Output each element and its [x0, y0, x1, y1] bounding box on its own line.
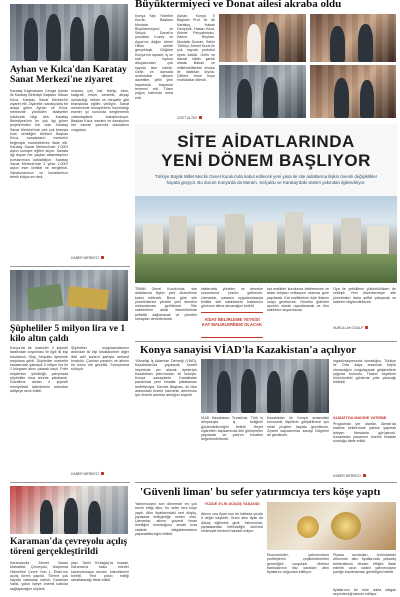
kaz-article-col-1: Yükselişi İş Adamları Derneği (VİAD), Kazakistan'da yapılacak ticaret heyetinde yer alacak üyeleriyle Kazakistan yatırımcıları ile buluştu. Konya sanayisinin Kazakistan pazarında yeni fırsatlar yakalaması hedefleniyor. Dernek Başkanı, iki ülke arasındaki ticaret hacminin artırılması için önemli adımlar atıldığını söyledi. — [135, 359, 197, 398]
kaz-subhead: ALMATI'DA MAKİNE YATIRIMI — [333, 416, 387, 420]
credit-ayhan: HABER MERKEZİ — [71, 256, 104, 260]
credit-wedding: İZZET ALTAY — [177, 116, 202, 120]
aidat-article-col-1: TBMM Genel Kurulu'nda, site aidatlarına ilişkin yeni düzenleme kabul edilecek. Buna göre site yönetimlerine yönelik yeni denetim mekanizması getirilecek. Site sakinlerinin aidat ödemelerinde şeffaflık sağlanacak ve yönetim hesapları denetlenecek. — [135, 287, 197, 322]
photo-wedding-guests-3 — [310, 65, 396, 118]
photo-ring-road-opening — [10, 486, 128, 534]
divider-bottom-right — [135, 482, 397, 483]
kaz-article-col-3: Kazakistan ile Konya arasındaki ekonomik ilişkilerin geliştirilmesi için ortak projeler hayata geçirilecek. Ziyaret kapsamında sanayi bölgeleri de gezilecek. — [267, 416, 329, 438]
divider-bottom-left — [10, 482, 130, 483]
article-theft-body-1: Konya'da bir marketin 4 şüpheli tarafından soyulması ile ilgili iki kişi tutuklandı. Olay, Selçuklu ilçesinde meydana geldi. Şüpheliler marketin kasasından yaklaşık 5 milyon lira ile 1 kilogram altını çalarak kaçtı. Polis ekiplerinin yürüttüğü çalışmada şüpheliler kısa sürede yakalandı. Gözaltına alınan 4 şüpheli emniyetteki işlemlerinin ardından adliyeye sevk edildi. — [10, 346, 68, 393]
kaz-article-col-2: VİAD Kazakistan Temsilcisi, Türk iş dünyasıyla iş birliğinin güçlendirileceğini belirtti. Heyet ziyaretleri kapsamında ikili görüşmeler yapılacak ve yatırım fırsatları değerlendirilecek. — [201, 416, 263, 442]
banner-site-aidat[interactable] — [135, 124, 397, 283]
headline-wedding[interactable]: Büyüktermiyeci ve Donat ailesi akraba oldu — [135, 0, 342, 10]
photo-wedding-guests-2 — [219, 65, 306, 118]
gold-subhead: YÜZDE 5'LİK DÜŞÜŞ YAŞANDI — [204, 502, 260, 506]
banner-title-line-2: YENİ DÖNEM BAŞLIYOR — [161, 151, 371, 170]
credit-aidat: NURULLAH ÖZALP — [333, 326, 368, 330]
gold-article-col-2: Altının ons fiyatı son bir haftada yüzde 5 değer kaybetti. Gram altın fiyatı da düşüş eğilimine girdi. Yatırımcılar, piyasalardaki belirsizliğin sürmesi nedeniyle temkinli hareket ediyor. — [201, 512, 263, 534]
kaz-article-col-4: organizasyonunda olmadığını, Türkiye ile Orta Asya arasında köprü olunacağını vurgulayarak girişimcilere çağrıda bulundu. Ticaret heyetinin önümüzdeki günlerde yola çıkacağı bildirildi. — [333, 359, 396, 385]
credit-kaz: HABER MERKEZİ — [333, 474, 366, 478]
article-theft-body-2: Şüpheliler sorgulamalarının ardından iki kişi tutuklanırken diğer ikisi adli kontrol şartıyla serbest bırakıldı. Çalınan paranın ve altının bir kısmı ele geçirildi. Soruşturma sürüyor. — [71, 346, 129, 372]
photo-city-aerial — [135, 196, 397, 283]
gold-article-col-4: Piyasa uzmanları, önümüzdeki dönemde altın fiyatlarında yükseliş beklentisinin devam ettiğini ifade ederek uzun vadeli yatırımcıların paniğe kapılmaması gerektiğini belirtti. — [333, 553, 396, 575]
aidat-article-col-2: sitelerdeki yönetim ve denetim sorunlarına çözüm getirecek. Uzmanlar, yasanın uygulanmasıyla birlikte site sakinlerinin haklarının güvence altına alınacağını belirtti. — [201, 287, 263, 309]
banner-subtitle: Türkiye Büyük Millet Meclis Genel Kurulu'nda kabul edilecek yeni yasa ile site aidatlarına ilişkin önemli değişiklikler hayata geçiyor. Bu durum Konya'da da Meram, Selçuklu ve Karatay'daki siteleri yakından ilgilendiriyor. — [154, 174, 378, 185]
article-ayhan-body-2: ressam, çini, hat, tezhip, ebru, kaligrafi, resim, seramik, ahşap oymacılığı, telkari ve minyatür gibi branşlarda eğitim veriliyor. Sanat merkezinde kursiyerlerin hazırladığı eserler yıl sonunda sergilenerek vatandaşlarla buluşturuluyor. Başkan Kılca, sanatın ve sanatçının her zaman yanında olduklarını vurguladı. — [71, 89, 129, 132]
aidat-pull-quote — [201, 312, 263, 338]
headline-karaman[interactable]: Karaman'da çevreyolu açılış töreni gerçekleştirildi — [10, 536, 128, 558]
headline-gold[interactable]: 'Güvenli liman' bu sefer yatırımcıya ters köşe yaptı — [140, 486, 381, 498]
article-wedding-col-a: Konya Yapı Yönetim Kurulu Başkanı Mustafa Büyüktermiyeci ve Selçuk Donat'ın çocukları Kuzey ve Ayça'nın düğün töreni Hilton otelde gerçekleşti. Düğüne Konya'nın siyaset, iş ve sivil toplum dünyasından çok sayıda isim katıldı. Gelin ve damada mutluluklar dileyen davetliler, çiftin yeni hayatında başarılar temenni etti. Tören yoğun katılımla sona erdi. — [135, 14, 173, 100]
aidat-article-col-4: Oya ile yetkililerin yükümlülükleri de netleşti. Yeni düzenlemeyle site yönetimleri daha şeffaf çalışacak ve sakinler bilgilendirilecek. — [333, 287, 396, 304]
divider-left-mid — [10, 266, 130, 267]
karaman-article-col-1: Karaman'da Ahmet Baran Mahallesi, Çevreyolu, Ulaştırma Hizmetleri Çevre Yolu 1. Etabı'nın açılış töreni yapıldı. Törene çok sayıda vatandaş katıldı. Karaman Valisi, yolun ilçeye önemli katkılar sağlayacağını söyledi. — [10, 561, 68, 591]
article-wedding-col-b: Ayhan, Konya İl Başkanı Prof. Dr. Ali Karakoç, Hakan Gençtürk, Hasan Kılca, Ahmet Pekyatırmacı, Kazım Reyhan, Mustafa Duman, Selim Tüfekçi, Ahmet Kural ile çok sayıda protokol üyesi katıldı. Gelin ve damat nikâh şahidi olarak Bakan ve milletvekillerinin imzası ile nikâhları kıyıldı. Çiftlere ömür boyu mutluluklar dilendi. — [177, 14, 215, 83]
headline-ayhan-kilca[interactable]: Ayhan ve Kılca'dan Karatay Sanat Merkezi'ne ziyaret — [10, 64, 127, 86]
photo-seized-money — [10, 270, 128, 321]
credit-theft: HABER MERKEZİ — [71, 472, 104, 476]
photo-gold-jewelry — [267, 502, 396, 550]
photo-officials-visit — [10, 4, 128, 61]
divider-kaz — [135, 341, 397, 342]
photo-wedding-guests-1 — [310, 14, 396, 62]
gold-article-col-5: fiyatlarının bir süre daha dalgalı seyredeceği tahmin ediliyor. — [333, 588, 396, 597]
banner-title-line-1: SİTE AİDATLARINDA — [177, 132, 355, 151]
article-ayhan-body-1: Karatay Kaymakamı Cengiz Ayhan ile Karatay Belediye Başkanı Hasan Kılca, Karatay Sanat Merkezi'ni ziyaret etti. Ziyarette, sanatçılarla bir araya gelen Ayhan ve Kılca, merkezde yürütülen faaliyetler hakkında bilgi aldı. Karatay Belediyesi'nin en çok ilgi gören projelerinden biri olan Karatay Sanat Merkezi'nde pek çok branşta kurs verildiğini belirten Başkan Kılca, sanatçıların eserlerini beğeniyle incelediklerini ifade etti. Karatay Sanat Merkezi'nde 1.000'i aşkın kursiyer eğitim alıyor. Sanata ilgi duyan her yaştan vatandaşımız kurslarımıza katılabiliyor. Karatay Sanat Merkezi'nde 3 yılda 1.000'i aşkın eser üretildi ve sergilendi. Sanatçılarımızı ve hocalarımızı tebrik ediyorum dedi. — [10, 89, 68, 179]
headline-theft[interactable]: Şüpheliler 5 milyon lira ve 1 kilo altın çaldı — [10, 323, 126, 345]
photo-viad-delegation — [201, 359, 329, 413]
aidat-pull-quote-text: AİDAT BELİRLEME YETKİSİ KAT MALİKLERİNDE OLACAK — [201, 317, 263, 327]
kaz-article-col-4b: Programda yer alanlar, Almatı'da makine sektöründe yatırım yapmak isteyen firmalarla görüşecek. Kazakistan pazarının önemli fırsatlar sunduğu ifade edildi. — [333, 422, 396, 444]
headline-kazakhstan[interactable]: Konya sanayisi VİAD'la Kazakistan'a açılıyor — [140, 344, 357, 356]
gold-article-col-1: Yatırımcıların son dönemde en çok tercih ettiği altın, bu sefer ters köşe yaptı. Altın fiyatlarındaki sert düşüş, piyasada tedirginliğe neden oldu. Uzmanlar, altının güvenli liman özelliğini koruduğunu ancak kısa vadede dalgalanmaların yaşanabileceğini belirtti. — [135, 502, 197, 537]
aidat-article-col-3: kat malikleri kurulunca belirlenecek ve aidat artışları enflasyon oranına göre yapılacak. Kat maliklerinin üçte ikisinin onayı gerekecek. Yönetim giderleri ayrıntılı olarak raporlanacak ve tüm sakinlere duyurulacak. — [267, 287, 329, 313]
gold-article-col-3: Ekonomistler, yatırımcıların portföylerini çeşitlendirmeleri gerektiğini vurguladı. Merkez bankalarının faiz kararları altın fiyatlarını doğrudan etkiliyor. — [267, 553, 329, 575]
photo-bride-groom — [219, 14, 306, 62]
karaman-article-col-2: yapı Tarihi Kırkağaç'ta inşaatı, Karaman'a kalıcı eserler kazandırmaya devam edeceklerini belirtti. Yeni yolun trafiği rahatlatacağı ifade edildi. — [71, 561, 129, 583]
